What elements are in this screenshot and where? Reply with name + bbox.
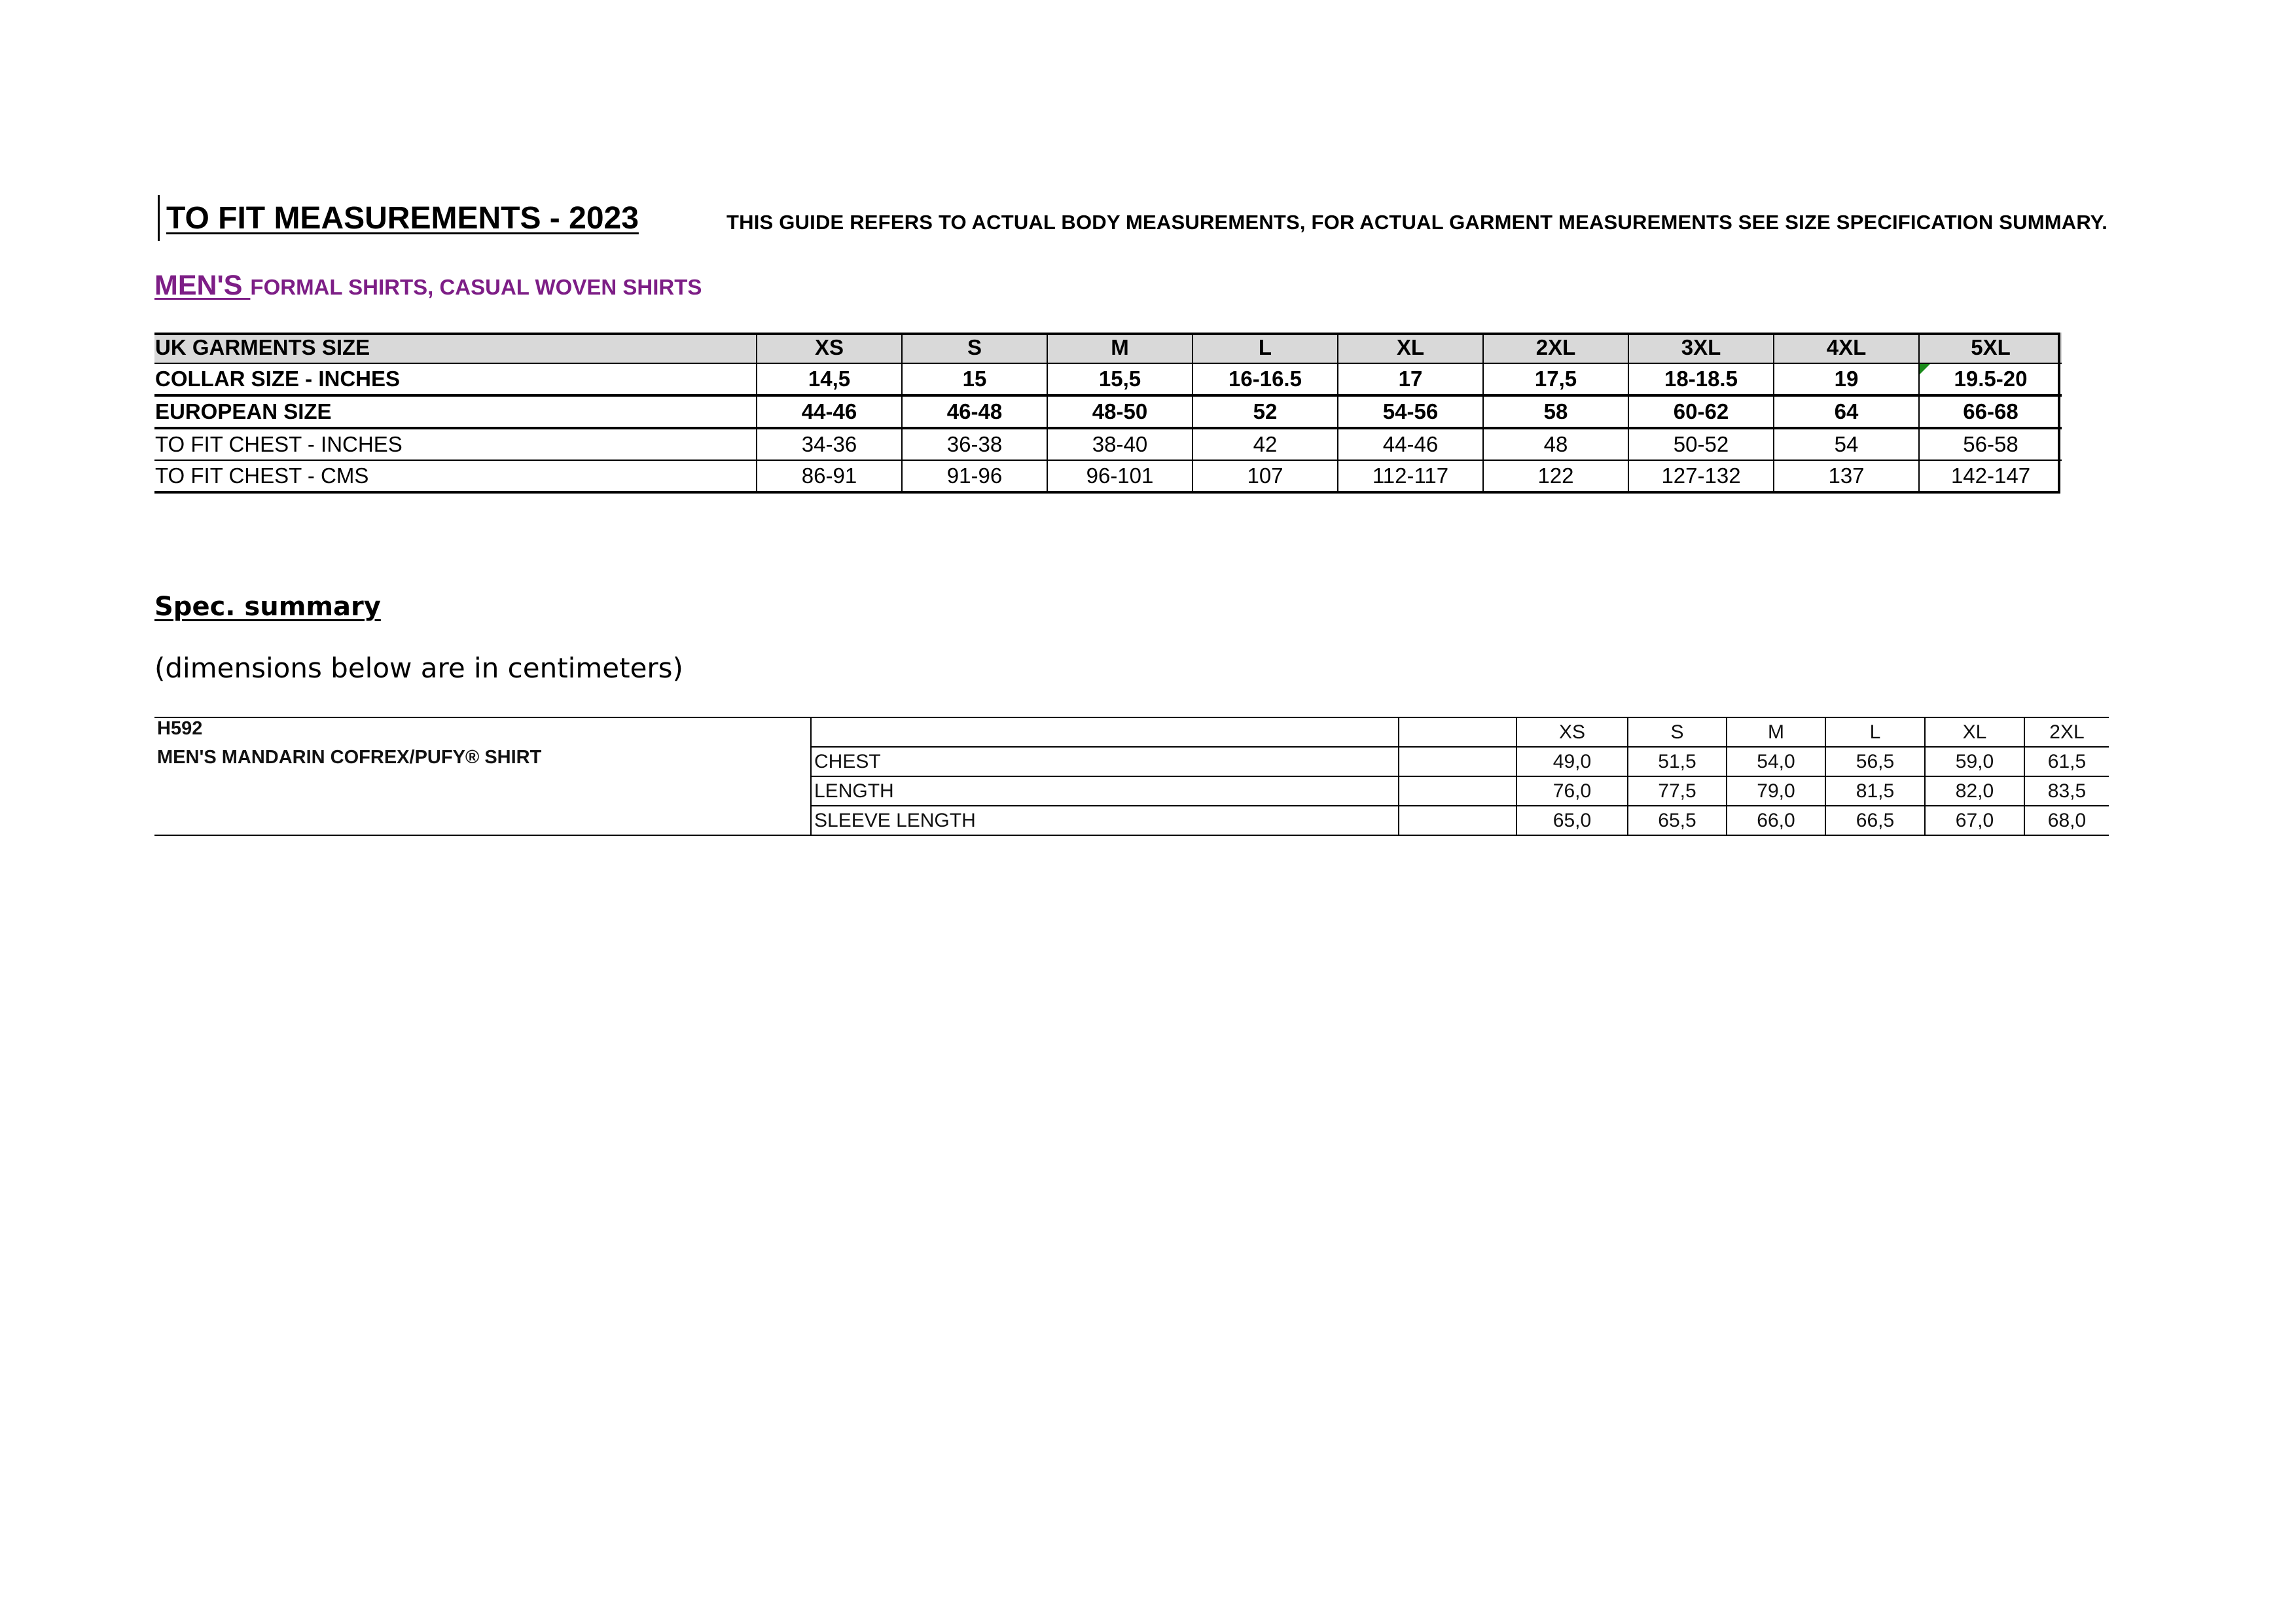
spec-size-header: S [1628, 717, 1727, 747]
table-cell: 56,5 [1825, 747, 1925, 776]
table-cell: 15,5 [1047, 363, 1193, 395]
table-cell: 76,0 [1516, 776, 1628, 806]
empty-cell [1399, 747, 1516, 776]
table-cell: 16-16.5 [1193, 363, 1338, 395]
table-cell: 60-62 [1628, 395, 1774, 428]
spec-size-header: 2XL [2024, 717, 2109, 747]
title-divider [158, 195, 162, 241]
table-cell: 59,0 [1925, 747, 2024, 776]
spec-size-header: XS [1516, 717, 1628, 747]
subtitle-categories: FORMAL SHIRTS, CASUAL WOVEN SHIRTS [250, 275, 702, 299]
spec-size-header: M [1727, 717, 1825, 747]
table-cell: 107 [1193, 460, 1338, 491]
table-cell: 42 [1193, 428, 1338, 460]
table-cell: 54 [1774, 428, 1919, 460]
table-cell: 86-91 [757, 460, 902, 491]
table-cell: 79,0 [1727, 776, 1825, 806]
measure-label: LENGTH [811, 776, 1399, 806]
table-cell: 46-48 [902, 395, 1047, 428]
size-header-label: UK GARMENTS SIZE [154, 333, 757, 363]
table-cell: 14,5 [757, 363, 902, 395]
spec-header-row [154, 717, 2109, 747]
table-cell: 36-38 [902, 428, 1047, 460]
table-cell: 17 [1338, 363, 1483, 395]
table-cell: 51,5 [1628, 747, 1727, 776]
size-header-cell: 4XL [1774, 333, 1919, 363]
category-subtitle [154, 270, 702, 302]
product-name: MEN'S MANDARIN COFREX/PUFY® SHIRT [157, 747, 542, 768]
spec-size-header: L [1825, 717, 1925, 747]
table-cell: 112-117 [1338, 460, 1483, 491]
table-cell: 122 [1483, 460, 1628, 491]
table-cell: 137 [1774, 460, 1919, 491]
empty-cell [811, 717, 1399, 747]
table-cell: 50-52 [1628, 428, 1774, 460]
table-cell: 66,0 [1727, 806, 1825, 835]
table-cell: 142-147 [1919, 460, 2062, 491]
row-label: COLLAR SIZE - INCHES [155, 367, 401, 391]
table-row [154, 363, 2062, 395]
table-cell: 19 [1774, 363, 1919, 395]
table-row [154, 747, 2109, 776]
table-row [154, 395, 2062, 428]
spec-summary-heading: Spec. summary [154, 592, 381, 622]
table-cell-commented [1919, 363, 2062, 395]
table-cell: 91-96 [902, 460, 1047, 491]
empty-cell [154, 806, 811, 835]
guide-note: THIS GUIDE REFERS TO ACTUAL BODY MEASUREMENTS, FOR ACTUAL GARMENT MEASUREMENTS SEE SIZE SPECIFICATION SUMMARY. [726, 211, 2108, 234]
measure-label: CHEST [811, 747, 1399, 776]
table-cell: 17,5 [1483, 363, 1628, 395]
table-cell: 61,5 [2024, 747, 2109, 776]
empty-cell [1399, 717, 1516, 747]
empty-cell [1399, 806, 1516, 835]
table-row [154, 776, 2109, 806]
table-cell: 48-50 [1047, 395, 1193, 428]
row-label: TO FIT CHEST - INCHES [155, 432, 403, 456]
table-cell: 44-46 [757, 395, 902, 428]
table-cell: 64 [1774, 395, 1919, 428]
table-cell: 65,5 [1628, 806, 1727, 835]
table-cell: 66,5 [1825, 806, 1925, 835]
spec-size-header: XL [1925, 717, 2024, 747]
size-header-cell: L [1193, 333, 1338, 363]
comment-indicator-icon [1920, 364, 1930, 374]
table-cell: 38-40 [1047, 428, 1193, 460]
product-code: H592 [154, 717, 811, 747]
table-cell: 65,0 [1516, 806, 1628, 835]
empty-cell [154, 776, 811, 806]
table-cell: 54,0 [1727, 747, 1825, 776]
table-cell: 77,5 [1628, 776, 1727, 806]
table-cell: 83,5 [2024, 776, 2109, 806]
size-header-cell: XL [1338, 333, 1483, 363]
table-cell: 15 [902, 363, 1047, 395]
size-header-cell: 5XL [1919, 333, 2062, 363]
page-title: TO FIT MEASUREMENTS - 2023 [166, 201, 639, 236]
size-header-cell: 3XL [1628, 333, 1774, 363]
row-label: TO FIT CHEST - CMS [155, 463, 369, 488]
table-cell: 48 [1483, 428, 1628, 460]
measure-label: SLEEVE LENGTH [811, 806, 1399, 835]
size-header-cell: XS [757, 333, 902, 363]
table-cell-text: 19.5-20 [1954, 367, 2028, 391]
table-cell: 66-68 [1919, 395, 2062, 428]
table-cell: 82,0 [1925, 776, 2024, 806]
table-row [154, 806, 2109, 835]
table-row [154, 460, 2062, 491]
table-cell: 49,0 [1516, 747, 1628, 776]
table-cell: 18-18.5 [1628, 363, 1774, 395]
spec-summary-table [154, 717, 2109, 836]
size-header-row [154, 333, 2062, 363]
row-label: EUROPEAN SIZE [155, 399, 332, 424]
size-chart-table [154, 333, 2062, 491]
size-header-cell: 2XL [1483, 333, 1628, 363]
table-cell: 68,0 [2024, 806, 2109, 835]
size-header-cell: S [902, 333, 1047, 363]
table-cell: 67,0 [1925, 806, 2024, 835]
table-cell: 127-132 [1628, 460, 1774, 491]
table-cell: 34-36 [757, 428, 902, 460]
table-cell: 96-101 [1047, 460, 1193, 491]
subtitle-prefix: MEN'S [154, 270, 251, 301]
table-cell: 44-46 [1338, 428, 1483, 460]
table-cell: 58 [1483, 395, 1628, 428]
spec-units-note: (dimensions below are in centimeters) [154, 652, 683, 684]
table-cell: 54-56 [1338, 395, 1483, 428]
table-cell: 81,5 [1825, 776, 1925, 806]
empty-cell [1399, 776, 1516, 806]
table-cell: 56-58 [1919, 428, 2062, 460]
size-header-cell: M [1047, 333, 1193, 363]
table-cell: 52 [1193, 395, 1338, 428]
table-row [154, 428, 2062, 460]
